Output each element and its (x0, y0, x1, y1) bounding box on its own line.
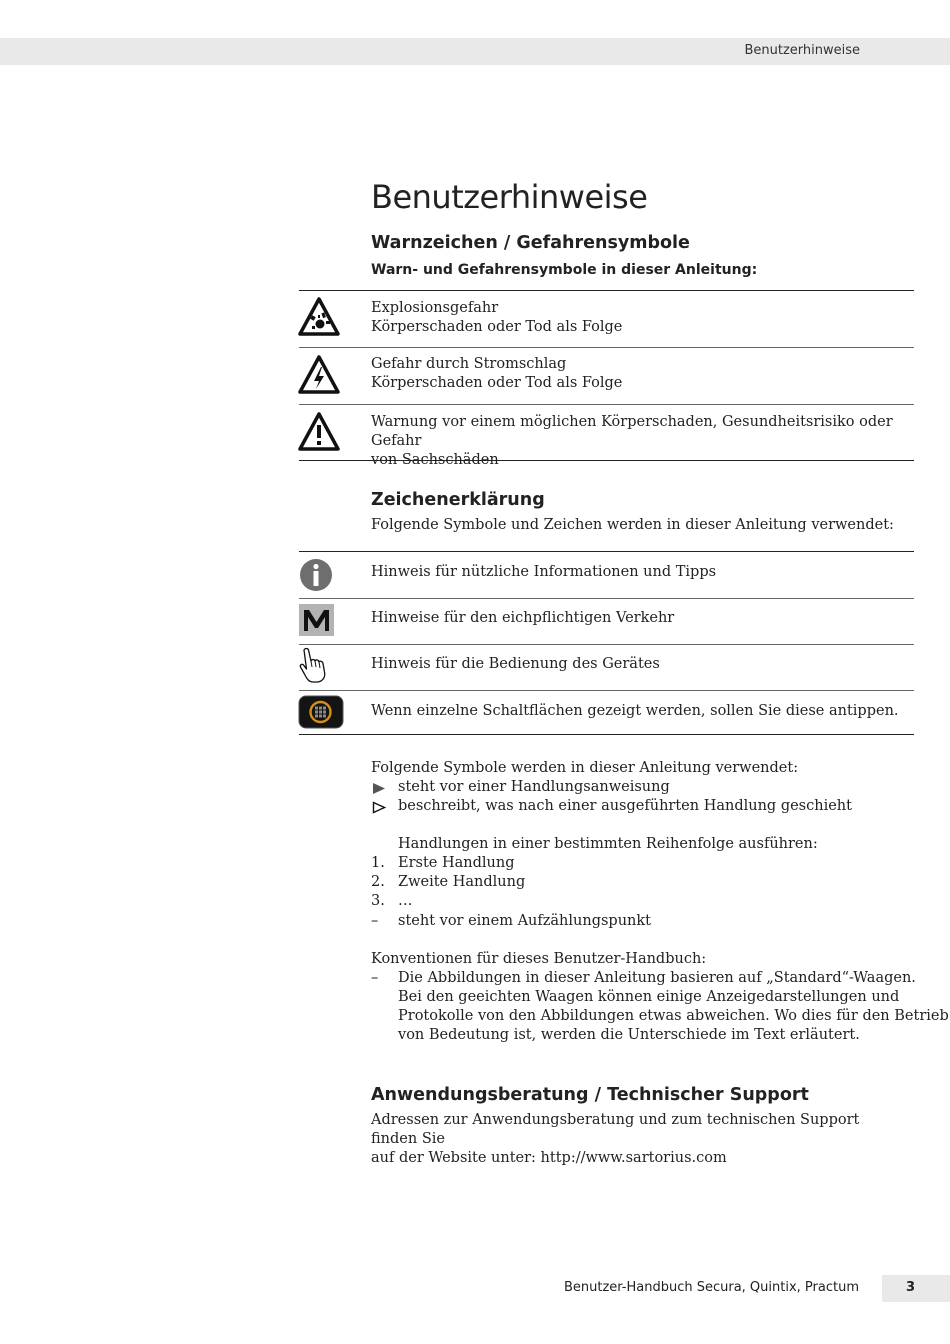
warning-title: Explosionsgefahr (371, 300, 499, 316)
bullet-marker: – (371, 970, 379, 986)
bullet-marker: – (371, 913, 379, 929)
page-title: Benutzerhinweise (371, 178, 648, 216)
info-icon (298, 558, 336, 592)
running-header (0, 38, 950, 65)
divider (299, 734, 914, 735)
step-marker: 3. (371, 893, 385, 909)
explosion-warning-icon (298, 296, 340, 338)
warning-title: Warnung vor einem möglichen Körperschaden, Gesundheitsrisiko oder Gefahr (371, 414, 893, 449)
touch-button-icon (298, 695, 344, 729)
warning-title: Gefahr durch Stromschlag (371, 356, 567, 372)
divider (299, 690, 914, 691)
warnings-heading: Warnzeichen / Gefahrensymbole (371, 233, 690, 253)
outline-triangle-icon (372, 801, 386, 814)
bullet-text: steht vor einem Aufzählungspunkt (398, 913, 651, 929)
legend-intro: Folgende Symbole und Zeichen werden in dieser Anleitung verwendet: (371, 517, 894, 533)
step-marker: 2. (371, 874, 385, 890)
step-text: Erste Handlung (398, 855, 515, 871)
support-text: auf der Website unter: http://www.sartorius.com (371, 1150, 727, 1166)
symbols-intro: Folgende Symbole werden in dieser Anleitung verwendet: (371, 760, 799, 776)
divider (299, 598, 914, 599)
conventions-line: Bei den geeichten Waagen können einige Anzeigedarstellungen und (398, 989, 900, 1005)
support-text: Adressen zur Anwendungsberatung und zum technischen Support finden Sie (371, 1112, 860, 1147)
conventions-line: Protokolle von den Abbildungen etwas abweichen. Wo dies für den Betrieb (398, 1008, 949, 1024)
divider (299, 551, 914, 552)
warning-consequence: Körperschaden oder Tod als Folge (371, 319, 623, 335)
m-mark-icon (298, 603, 336, 637)
hand-pointer-icon (298, 647, 330, 685)
legend-item-text: Hinweis für die Bedienung des Gerätes (371, 656, 660, 672)
footer-manual-title: Benutzer-Handbuch Secura, Quintix, Practum (563, 1280, 859, 1295)
running-header-title: Benutzerhinweise (744, 43, 860, 58)
page-number: 3 (906, 1280, 916, 1295)
divider (299, 404, 914, 405)
warning-consequence: von Sachschäden (371, 452, 499, 468)
filled-triangle-text: steht vor einer Handlungsanweisung (398, 779, 670, 795)
warnings-subheading: Warn- und Gefahrensymbole in dieser Anleitung: (371, 262, 758, 278)
electric-shock-warning-icon (298, 354, 340, 396)
conventions-intro: Konventionen für dieses Benutzer-Handbuch: (371, 951, 707, 967)
general-warning-icon (298, 411, 340, 453)
step-marker: 1. (371, 855, 385, 871)
step-text: … (398, 893, 413, 909)
step-text: Zweite Handlung (398, 874, 526, 890)
page-number-box (882, 1275, 950, 1302)
legend-item-text: Wenn einzelne Schaltflächen gezeigt werden, sollen Sie diese antippen. (371, 703, 899, 719)
divider (299, 460, 914, 461)
warning-consequence: Körperschaden oder Tod als Folge (371, 375, 623, 391)
divider (299, 347, 914, 348)
legend-heading: Zeichenerklärung (371, 490, 545, 510)
conventions-line: von Bedeutung ist, werden die Unterschiede im Text erläutert. (398, 1027, 860, 1043)
legend-item-text: Hinweis für nützliche Informationen und Tipps (371, 564, 717, 580)
sequence-intro: Handlungen in einer bestimmten Reihenfolge ausführen: (398, 836, 818, 852)
legend-item-text: Hinweise für den eichpflichtigen Verkehr (371, 610, 675, 626)
outline-triangle-text: beschreibt, was nach einer ausgeführten Handlung geschieht (398, 798, 852, 814)
filled-triangle-icon (372, 782, 386, 795)
conventions-line: Die Abbildungen in dieser Anleitung basieren auf „Standard“-Waagen. (398, 970, 916, 986)
support-heading: Anwendungsberatung / Technischer Support (371, 1085, 809, 1105)
divider (299, 644, 914, 645)
divider (299, 290, 914, 291)
